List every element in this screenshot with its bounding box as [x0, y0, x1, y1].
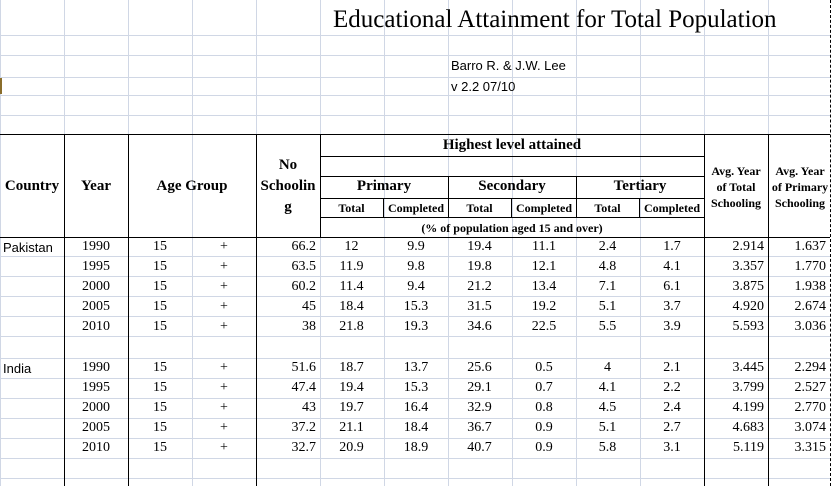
cell-tertiary-completed[interactable]: 1.7	[663, 239, 681, 254]
cell-secondary-completed[interactable]: 0.9	[535, 420, 553, 435]
cell-age[interactable]: 15	[153, 360, 167, 375]
cell-age[interactable]: 15	[153, 279, 167, 294]
cell-avg-total-schooling[interactable]: 3.799	[732, 380, 764, 395]
table-border	[320, 217, 704, 218]
gridline	[0, 478, 830, 479]
cell-primary-completed[interactable]: 9.9	[407, 239, 425, 254]
cell-tertiary-total[interactable]: 5.5	[598, 319, 617, 334]
cell-primary-total[interactable]: 19.7	[339, 400, 364, 415]
cell-avg-total-schooling[interactable]: 3.875	[732, 279, 764, 294]
cell-avg-total-schooling[interactable]: 5.119	[733, 440, 764, 455]
cell-avg-total-schooling[interactable]: 2.914	[732, 239, 764, 254]
cell-secondary-total[interactable]: 19.8	[467, 259, 492, 274]
cell-age[interactable]: 15	[153, 380, 167, 395]
cell-year[interactable]: 2000	[82, 400, 110, 415]
cell-age-plus[interactable]: +	[220, 360, 228, 375]
header-avg-total: of Total	[716, 180, 756, 194]
cell-year[interactable]: 2005	[82, 299, 110, 314]
gridline	[0, 438, 830, 439]
cell-primary-completed[interactable]: 15.3	[403, 380, 429, 395]
cell-tertiary-completed[interactable]: 2.2	[663, 380, 681, 395]
cell-age[interactable]: 15	[153, 420, 167, 435]
cell-primary-total[interactable]: 19.4	[339, 380, 364, 395]
cell-no-schooling[interactable]: 47.4	[291, 380, 316, 395]
cell-year[interactable]: 1995	[82, 380, 110, 395]
header-avg-primary: Schooling	[774, 196, 825, 210]
cell-secondary-total[interactable]: 32.9	[467, 400, 492, 415]
cell-tertiary-completed[interactable]: 6.1	[663, 279, 681, 294]
gridline	[0, 256, 830, 257]
cell-year[interactable]: 2005	[82, 420, 110, 435]
cell-age-plus[interactable]: +	[220, 420, 228, 435]
cell-tertiary-total[interactable]: 5.1	[598, 299, 617, 314]
cell-year[interactable]: 2000	[82, 279, 110, 294]
cell-primary-total[interactable]: 20.9	[339, 440, 364, 455]
gridline	[0, 115, 830, 116]
cell-avg-total-schooling[interactable]: 4.920	[732, 299, 764, 314]
cell-primary-total[interactable]: 18.7	[339, 360, 364, 375]
cell-tertiary-total[interactable]: 5.1	[598, 420, 617, 435]
header-secondary-completed: Completed	[516, 201, 572, 215]
cell-primary-total[interactable]: 21.8	[339, 319, 364, 334]
cell-secondary-total[interactable]: 36.7	[467, 420, 492, 435]
gridline	[0, 458, 830, 459]
cell-primary-completed[interactable]: 9.4	[407, 279, 425, 294]
cell-year[interactable]: 2010	[82, 319, 110, 334]
header-tertiary: Tertiary	[613, 178, 667, 194]
gridline	[0, 316, 830, 317]
cell-secondary-total[interactable]: 21.2	[467, 279, 492, 294]
country-label: India	[3, 361, 32, 376]
header-primary: Primary	[356, 178, 412, 194]
cell-avg-total-schooling[interactable]: 3.357	[732, 259, 764, 274]
cell-primary-completed[interactable]: 16.4	[403, 400, 429, 415]
cell-secondary-completed[interactable]: 19.2	[531, 299, 557, 314]
cell-tertiary-total[interactable]: 5.8	[598, 440, 617, 455]
cell-age-plus[interactable]: +	[220, 400, 228, 415]
cell-year[interactable]: 1990	[82, 239, 110, 254]
header-primary-total: Total	[338, 201, 365, 215]
cell-secondary-total[interactable]: 34.6	[467, 319, 492, 334]
cell-tertiary-completed[interactable]: 3.9	[663, 319, 681, 334]
gridline	[0, 95, 830, 96]
cell-age-plus[interactable]: +	[220, 299, 228, 314]
cell-primary-completed[interactable]: 9.8	[407, 259, 425, 274]
cell-secondary-total[interactable]: 40.7	[467, 440, 492, 455]
cell-year[interactable]: 1990	[82, 360, 110, 375]
gridline	[0, 55, 830, 56]
cell-avg-primary-schooling[interactable]: 2.770	[794, 400, 826, 415]
cell-avg-primary-schooling[interactable]: 3.315	[794, 440, 826, 455]
cell-secondary-completed[interactable]: 12.1	[531, 259, 557, 274]
cell-primary-completed[interactable]: 15.3	[403, 299, 429, 314]
cell-no-schooling[interactable]: 45	[302, 299, 316, 314]
cell-age[interactable]: 15	[153, 400, 167, 415]
cell-avg-primary-schooling[interactable]: 3.036	[794, 319, 826, 334]
header-age-group: Age Group	[156, 178, 228, 194]
cell-primary-completed[interactable]: 18.4	[403, 420, 429, 435]
gridline	[0, 418, 830, 419]
cell-primary-total[interactable]: 18.4	[339, 299, 364, 314]
cell-primary-total[interactable]: 11.4	[339, 279, 364, 294]
cell-secondary-total[interactable]: 19.4	[467, 239, 492, 254]
cell-age-plus[interactable]: +	[220, 279, 228, 294]
cell-secondary-completed[interactable]: 0.9	[535, 440, 553, 455]
gridline	[0, 276, 830, 277]
cell-primary-total[interactable]: 12	[344, 239, 359, 254]
table-border	[0, 237, 830, 238]
header-primary-completed: Completed	[388, 201, 444, 215]
source-version: v 2.2 07/10	[451, 79, 516, 94]
header-tertiary-total: Total	[594, 201, 621, 215]
cell-tertiary-completed[interactable]: 3.7	[663, 299, 681, 314]
table-border	[0, 134, 830, 135]
cell-no-schooling[interactable]: 32.7	[291, 440, 316, 455]
cell-primary-total[interactable]: 11.9	[339, 259, 364, 274]
cell-age[interactable]: 15	[153, 259, 167, 274]
page-break-line	[830, 0, 831, 486]
cell-secondary-completed[interactable]: 11.1	[532, 239, 556, 254]
cell-no-schooling[interactable]: 60.2	[291, 279, 316, 294]
cell-year[interactable]: 2010	[82, 440, 110, 455]
cell-year[interactable]: 1995	[82, 259, 110, 274]
table-border	[320, 156, 704, 157]
cell-secondary-completed[interactable]: 0.5	[535, 360, 553, 375]
header-secondary: Secondary	[478, 178, 546, 194]
cell-age-plus[interactable]: +	[220, 319, 228, 334]
cell-avg-primary-schooling[interactable]: 1.770	[794, 259, 826, 274]
cell-tertiary-total[interactable]: 2.4	[598, 239, 617, 254]
cell-age-plus[interactable]: +	[220, 239, 228, 254]
cell-tertiary-completed[interactable]: 2.4	[663, 400, 681, 415]
cell-secondary-completed[interactable]: 13.4	[531, 279, 557, 294]
gridline	[0, 77, 830, 78]
header-secondary-total: Total	[466, 201, 493, 215]
cell-secondary-completed[interactable]: 0.7	[535, 380, 553, 395]
gridline	[0, 398, 830, 399]
header-avg-primary: Avg. Year	[775, 164, 825, 178]
header-highest-level: Highest level attained	[442, 137, 582, 153]
gridline	[0, 35, 830, 36]
gridline	[0, 336, 830, 337]
header-avg-primary: of Primary	[771, 180, 829, 194]
cell-tertiary-completed[interactable]: 2.7	[663, 420, 681, 435]
cell-age-plus[interactable]: +	[220, 380, 228, 395]
cell-secondary-completed[interactable]: 22.5	[531, 319, 557, 334]
cell-age-plus[interactable]: +	[220, 440, 228, 455]
table-border	[320, 198, 704, 199]
gridline	[0, 358, 830, 359]
cell-no-schooling[interactable]: 43	[302, 400, 316, 415]
cell-no-schooling[interactable]: 66.2	[291, 239, 316, 254]
header-no-schooling: No	[278, 157, 298, 173]
sheet-title: Educational Attainment for Total Population	[333, 6, 777, 33]
cell-tertiary-total[interactable]: 4.8	[598, 259, 617, 274]
cell-primary-completed[interactable]: 19.3	[403, 319, 429, 334]
cell-avg-primary-schooling[interactable]: 1.938	[794, 279, 826, 294]
cell-avg-total-schooling[interactable]: 4.683	[732, 420, 764, 435]
cell-secondary-total[interactable]: 31.5	[467, 299, 492, 314]
cell-tertiary-total[interactable]: 7.1	[598, 279, 617, 294]
cell-age-plus[interactable]: +	[220, 259, 228, 274]
header-avg-total: Schooling	[710, 196, 761, 210]
gridline	[0, 378, 830, 379]
cell-secondary-completed[interactable]: 0.8	[535, 400, 553, 415]
header-percent-note: (% of population aged 15 and over)	[421, 221, 603, 235]
cell-age[interactable]: 15	[153, 299, 167, 314]
cell-age[interactable]: 15	[153, 440, 167, 455]
cell-no-schooling[interactable]: 37.2	[291, 420, 316, 435]
cell-age[interactable]: 15	[153, 239, 167, 254]
header-year: Year	[81, 178, 111, 194]
cell-age[interactable]: 15	[153, 319, 167, 334]
cell-tertiary-completed[interactable]: 3.1	[663, 440, 681, 455]
cell-tertiary-completed[interactable]: 2.1	[663, 360, 681, 375]
header-no-schooling: g	[284, 199, 292, 215]
header-country: Country	[4, 178, 60, 194]
cell-avg-primary-schooling[interactable]: 2.527	[794, 380, 826, 395]
cell-primary-completed[interactable]: 13.7	[403, 360, 429, 375]
cell-avg-primary-schooling[interactable]: 1.637	[794, 239, 826, 254]
cell-no-schooling[interactable]: 63.5	[291, 259, 316, 274]
country-label: Pakistan	[3, 240, 53, 255]
cell-avg-primary-schooling[interactable]: 3.074	[794, 420, 826, 435]
cell-tertiary-total[interactable]: 4	[604, 360, 611, 375]
cell-avg-total-schooling[interactable]: 3.445	[732, 360, 764, 375]
cell-primary-total[interactable]: 21.1	[339, 420, 364, 435]
cell-tertiary-total[interactable]: 4.1	[598, 380, 617, 395]
cell-avg-primary-schooling[interactable]: 2.674	[794, 299, 826, 314]
source-author: Barro R. & J.W. Lee	[451, 58, 566, 73]
cell-primary-completed[interactable]: 18.9	[403, 440, 429, 455]
cell-avg-total-schooling[interactable]: 4.199	[732, 400, 764, 415]
header-tertiary-completed: Completed	[644, 201, 700, 215]
gridline	[0, 0, 1, 486]
table-border	[320, 176, 704, 177]
cell-no-schooling[interactable]: 51.6	[291, 360, 316, 375]
cell-no-schooling[interactable]: 38	[302, 319, 316, 334]
header-no-schooling: Schoolin	[260, 178, 316, 194]
cell-marker	[0, 78, 2, 94]
cell-avg-total-schooling[interactable]: 5.593	[732, 319, 764, 334]
cell-tertiary-total[interactable]: 4.5	[598, 400, 617, 415]
cell-secondary-total[interactable]: 29.1	[467, 380, 492, 395]
cell-avg-primary-schooling[interactable]: 2.294	[794, 360, 826, 375]
header-avg-total: Avg. Year	[711, 164, 761, 178]
cell-secondary-total[interactable]: 25.6	[467, 360, 492, 375]
cell-tertiary-completed[interactable]: 4.1	[663, 259, 681, 274]
gridline	[0, 296, 830, 297]
